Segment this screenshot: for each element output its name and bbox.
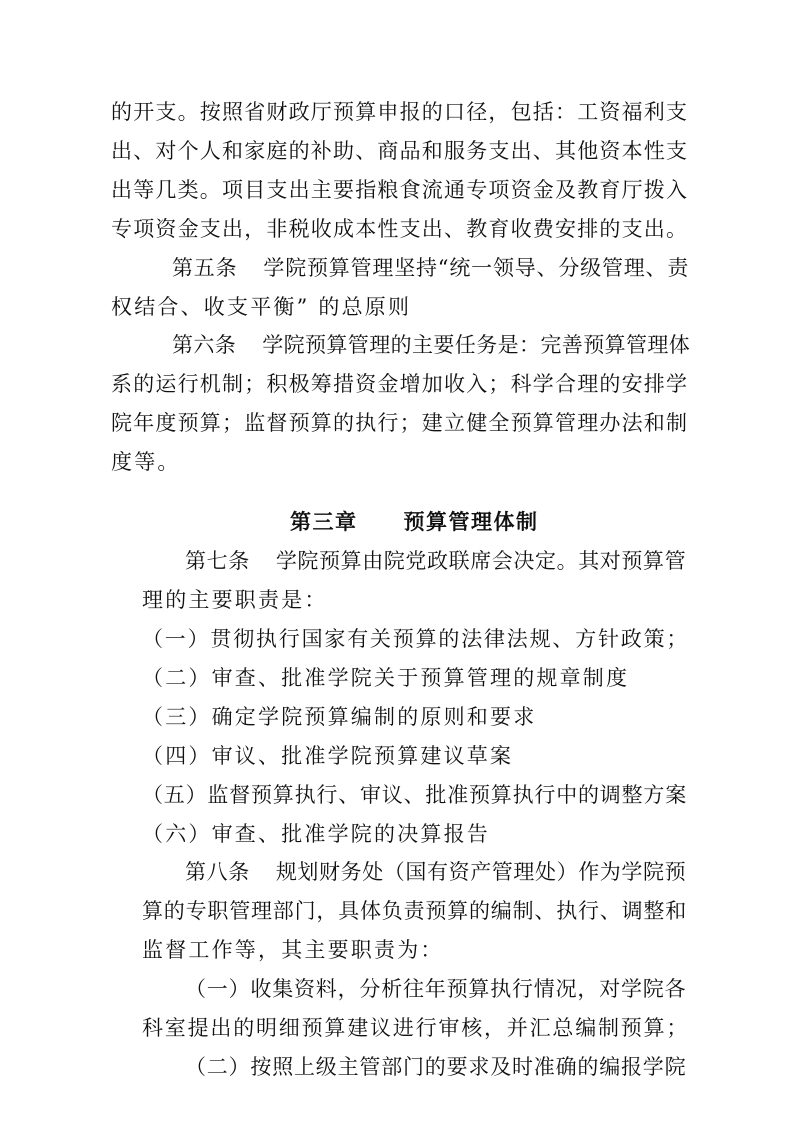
- article8-line-1: [185, 857, 686, 887]
- article8-item-1-cont: 科室提出的明细预算建议进行审核，并汇总编制预算；: [142, 1016, 690, 1040]
- intro-line-2: 出、对个人和家庭的补助、商品和服务支出、其他资本性支: [111, 139, 689, 163]
- article6-text-1: 学院预算管理的主要任务是：完善预算管理体: [262, 333, 691, 357]
- article8-label: 第八条: [185, 860, 250, 884]
- article7-text-1: 学院预算由院党政联席会决定。其对预算管: [275, 549, 687, 573]
- chapter-heading: [290, 507, 539, 537]
- article6-line-3: 院年度预算；监督预算的执行；建立健全预算管理办法和制: [111, 411, 689, 435]
- chapter-title: 预算管理体制: [403, 509, 539, 534]
- article6-label: 第六条: [172, 333, 237, 357]
- article6-line-1: [172, 330, 690, 360]
- chapter-number: 第三章: [290, 509, 358, 534]
- article7-item-4: （四）审议、批准学院预算建议草案: [142, 744, 514, 768]
- article7-line-2: 理的主要职责是：: [142, 588, 328, 612]
- article8-line-2: 算的专职管理部门，具体负责预算的编制、执行、调整和: [142, 899, 687, 923]
- intro-line-1: 的开支。按照省财政厅预算申报的口径，包括：工资福利支: [111, 100, 689, 124]
- article8-text-1: 规划财务处（国有资产管理处）作为学院预: [275, 860, 687, 884]
- article6-line-2: 系的运行机制；积极筹措资金增加收入；科学合理的安排学: [111, 372, 689, 396]
- article7-line-1: [185, 546, 686, 576]
- article8-line-3: 监督工作等，其主要职责为：: [142, 938, 444, 962]
- article7-item-3: （三）确定学院预算编制的原则和要求: [142, 705, 537, 729]
- article5-text-1: 学院预算管理坚持“统一领导、分级管理、责: [263, 256, 690, 280]
- article7-item-2: （二）审查、批准学院关于预算管理的规章制度: [142, 666, 630, 690]
- intro-line-3: 出等几类。项目支出主要指粮食流通专项资金及教育厅拨入: [111, 178, 689, 202]
- article5-line-1: [172, 253, 689, 283]
- article7-item-1: （一）贯彻执行国家有关预算的法律法规、方针政策；: [142, 627, 690, 651]
- article8-item-2: （二）按照上级主管部门的要求及时准确的编报学院: [185, 1055, 687, 1079]
- article7-item-5: （五）监督预算执行、审议、批准预算执行中的调整方案: [142, 783, 687, 807]
- article6-line-4: 度等。: [111, 450, 181, 474]
- article5-label: 第五条: [172, 256, 238, 280]
- intro-line-4: 专项资金支出，非税收成本性支出、教育收费安排的支出。: [111, 217, 689, 241]
- article7-label: 第七条: [185, 549, 250, 573]
- article7-item-6: （六）审查、批准学院的决算报告: [142, 822, 490, 846]
- article8-item-1: （一）收集资料，分析往年预算执行情况，对学院各: [185, 977, 687, 1001]
- article5-line-2: 权结合、收支平衡” 的总原则: [111, 295, 412, 319]
